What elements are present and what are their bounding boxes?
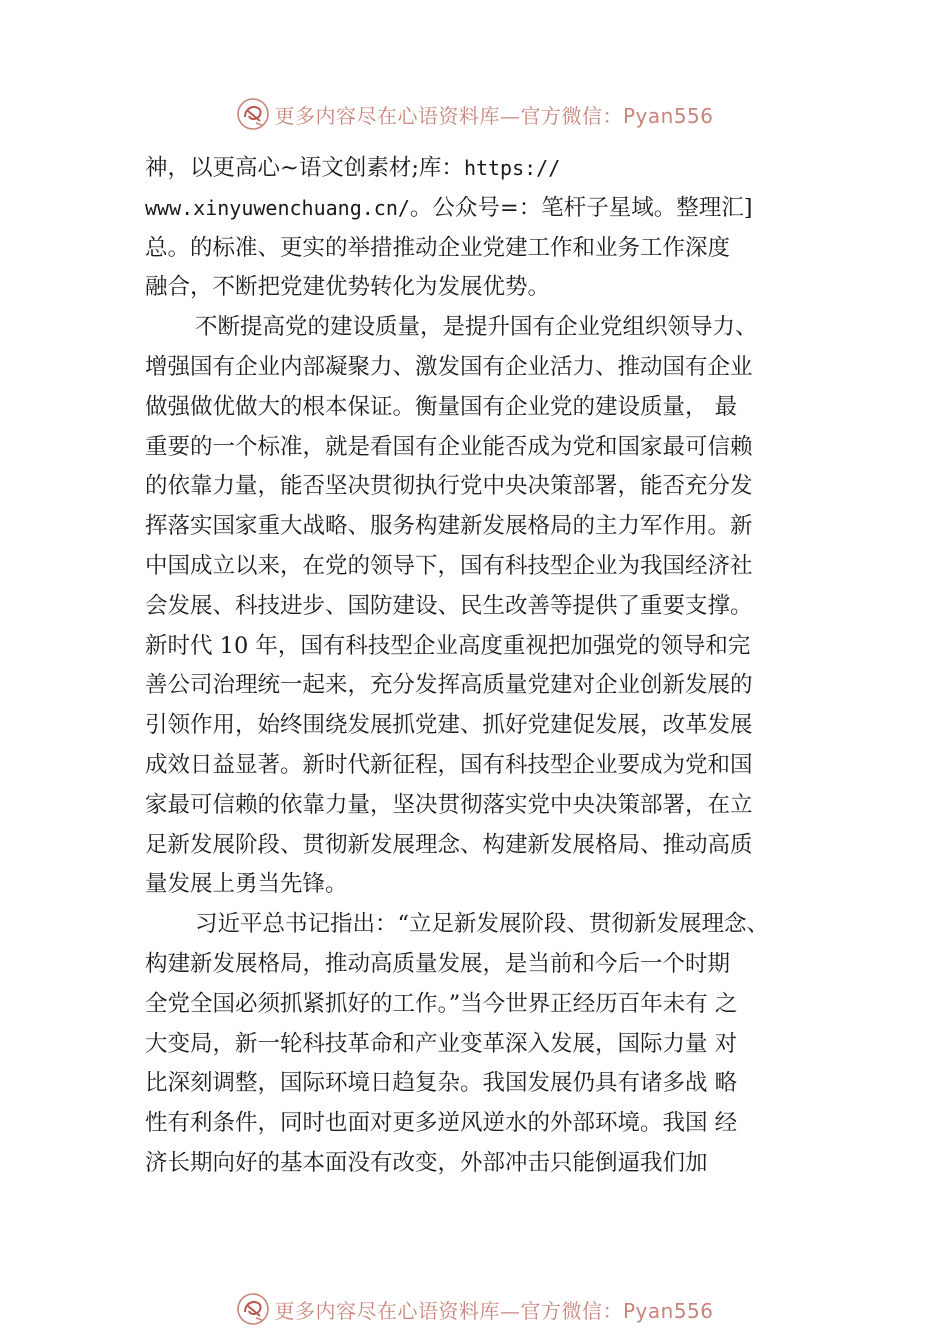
text-line (145, 666, 825, 706)
text-line (145, 268, 825, 308)
text-line (145, 746, 825, 786)
text-line (145, 1064, 825, 1104)
text-line (145, 1144, 825, 1184)
text-line (145, 826, 825, 866)
text-segment: 比深刻调整，国际环境日趋复杂。我国发展仍具有诸多战 略 (145, 1070, 738, 1097)
text-line (145, 706, 825, 746)
text-segment: 成效日益显著。新时代新征程，国有科技型企业要成为党和国 (145, 751, 753, 778)
text-line (145, 467, 825, 507)
text-line (145, 547, 825, 587)
text-segment: 性有利条件，同时也面对更多逆风逆水的外部环境。我国 经 (145, 1110, 738, 1137)
text-segment: 中国成立以来，在党的领导下，国有科技型企业为我国经济社 (145, 552, 753, 579)
text-segment: 全党全国必须抓紧抓好的工作。”当今世界正经历百年未有 之 (145, 990, 738, 1017)
text-line (145, 627, 825, 667)
watermark-text: 更多内容尽在心语资料库—官方微信：Pyan556 (274, 103, 714, 128)
text-segment: 善公司治理统一起来，充分发挥高质量党建对企业创新发展的 (145, 672, 753, 699)
text-segment: 融合，不断把党建优势转化为发展优势。 (145, 274, 551, 301)
text-segment: 挥落实国家重大战略、服务构建新发展格局的主力军作用。新 (145, 513, 753, 540)
text-segment: 引领作用，始终围绕发展抓党建、抓好党建促发展，改革发展 (145, 712, 753, 739)
text-segment: 新时代 10 年，国有科技型企业高度重视把加强党的领导和完 (145, 632, 751, 659)
text-segment: 的依靠力量，能否坚决贯彻执行党中央决策部署，能否充分发 (145, 473, 753, 500)
text-line (145, 308, 825, 348)
text-line (145, 428, 825, 468)
text-segment: 增强国有企业内部凝聚力、激发国有企业活力、推动国有企业 (145, 353, 753, 380)
text-segment: 济长期向好的基本面没有改变，外部冲击只能倒逼我们加 (145, 1149, 708, 1176)
text-line (145, 149, 825, 189)
text-segment: 神，以更高心~语文创素材;库： (145, 155, 464, 181)
text-line (145, 786, 825, 826)
text-segment: www.xinyuwenchuang.cn/ (145, 195, 410, 220)
text-line (145, 865, 825, 905)
text-line (145, 945, 825, 985)
text-segment: 重要的一个标准，就是看国有企业能否成为党和国家最可信赖 (145, 433, 753, 460)
text-segment: 大变局，新一轮科技革命和产业变革深入发展，国际力量 对 (145, 1030, 738, 1057)
watermark-wechat: Pyan556 (622, 1298, 714, 1323)
text-line (145, 388, 825, 428)
text-segment: 。公众号=：笔杆子星域。整理汇] (409, 194, 753, 221)
text-segment: 习近平总书记指出：“立足新发展阶段、贯彻新发展理念、 (195, 911, 770, 938)
watermark-wechat: Pyan556 (622, 103, 714, 128)
text-segment: https:// (463, 156, 561, 180)
watermark-footer (0, 1289, 950, 1329)
text-segment: 量发展上勇当先锋。 (145, 871, 348, 898)
text-line (145, 189, 825, 229)
text-line (145, 229, 825, 269)
watermark-header (0, 94, 950, 134)
text-line (145, 1025, 825, 1065)
text-segment: 足新发展阶段、贯彻新发展理念、构建新发展格局、推动高质 (145, 831, 753, 858)
brain-logo-icon (236, 97, 270, 131)
text-line (145, 507, 825, 547)
watermark-text: 更多内容尽在心语资料库—官方微信：Pyan556 (274, 1298, 714, 1323)
text-line (145, 1104, 825, 1144)
text-line (145, 587, 825, 627)
text-segment: 不断提高党的建设质量，是提升国有企业党组织领导力、 (195, 314, 758, 341)
document-body (145, 149, 825, 1184)
text-line (145, 348, 825, 388)
text-line (145, 985, 825, 1025)
text-segment: 家最可信赖的依靠力量，坚决贯彻落实党中央决策部署，在立 (145, 791, 753, 818)
text-line (145, 905, 825, 945)
brain-logo-icon (236, 1292, 270, 1326)
text-segment: 做强做优做大的根本保证。衡量国有企业党的建设质量， 最 (145, 393, 738, 420)
text-segment: 会发展、科技进步、国防建设、民生改善等提供了重要支撑。 (145, 592, 753, 619)
text-segment: 总。的标准、更实的举措推动企业党建工作和业务工作深度 (145, 234, 731, 261)
text-segment: 构建新发展格局，推动高质量发展，是当前和今后一个时期 (145, 950, 731, 977)
